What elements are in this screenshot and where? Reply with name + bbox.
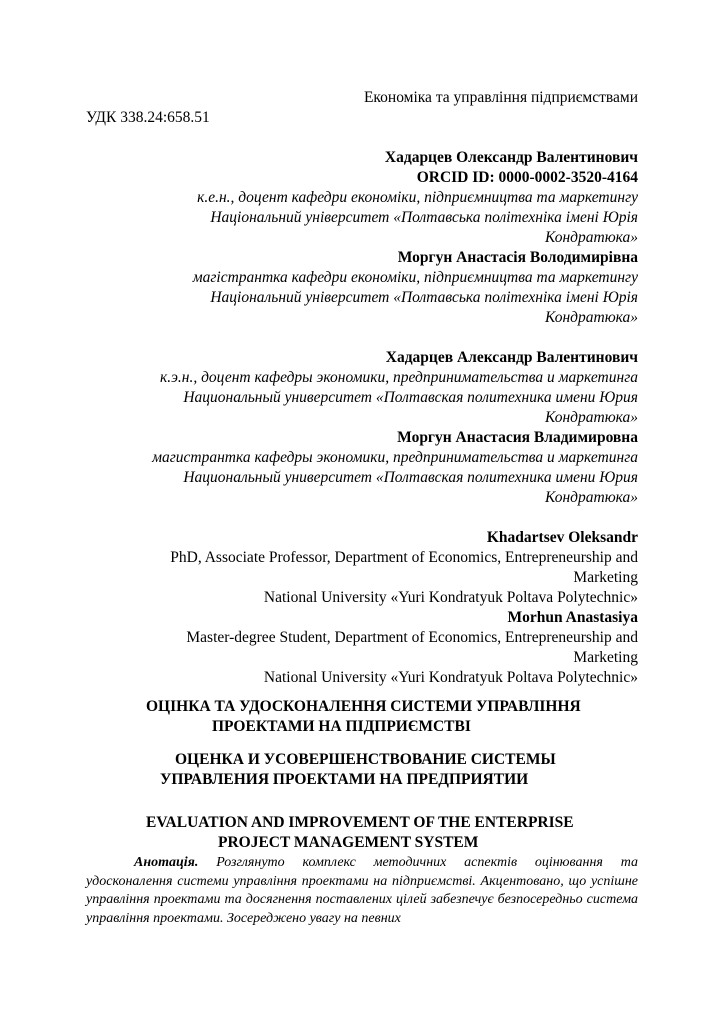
en-author1-affiliation: National University «Yuri Kondratyuk Poltava Polytechnic» (263, 589, 638, 606)
en-author2-name: Morhun Anastasiya (507, 609, 638, 626)
title-en-line2: PROJECT MANAGEMENT SYSTEM (218, 834, 479, 851)
ru-author1-affiliation: Национальный университет «Полтавская политехника имени Юрия (183, 389, 638, 406)
en-author2-position: Master-degree Student, Department of Economics, Entrepreneurship and (186, 629, 638, 646)
title-ua-line2: ПРОЕКТАМИ НА ПІДПРИЄМСТВІ (212, 718, 471, 735)
ua-author1-affiliation: Національний університет «Полтавська політехніка імені Юрія (210, 209, 638, 226)
journal-section-header: Економіка та управління підприємствами (363, 89, 638, 106)
abstract-text: Розглянуто комплекс методичних аспектів оцінювання та удосконалення системи управління проектами на підприємстві. Акцентовано, що успішне управління проектами та досягнення поставлених цілей забезпечує безпосередньо система управління проектами. Зосереджено увагу на певних (86, 855, 639, 926)
en-author1-name: Khadartsev Oleksandr (486, 529, 638, 546)
ua-author1-orcid: ORCID ID: 0000-0002-3520-4164 (416, 169, 638, 186)
title-ru-line2: УПРАВЛЕНИЯ ПРОЕКТАМИ НА ПРЕДПРИЯТИИ (160, 771, 529, 788)
ru-author1-position: к.э.н., доцент кафедры экономики, предпринимательства и маркетинга (159, 369, 638, 386)
en-author1-position: PhD, Associate Professor, Department of Economics, Entrepreneurship and (170, 549, 638, 566)
ru-author1-affiliation-cont: Кондратюка» (545, 409, 638, 426)
en-author1-position-cont: Marketing (573, 569, 638, 586)
ua-author1-affiliation-cont: Кондратюка» (545, 229, 638, 246)
ru-author2-affiliation-cont: Кондратюка» (545, 489, 638, 506)
en-author2-affiliation: National University «Yuri Kondratyuk Poltava Polytechnic» (263, 669, 638, 686)
ua-author2-affiliation-cont: Кондратюка» (545, 309, 638, 326)
ru-author2-name: Моргун Анастасия Владимировна (397, 429, 638, 446)
ru-author1-name: Хадарцев Александр Валентинович (385, 349, 638, 366)
ua-author1-name: Хадарцев Олександр Валентинович (384, 149, 638, 166)
ua-author2-name: Моргун Анастасія Володимирівна (397, 249, 638, 266)
udc-code: УДК 338.24:658.51 (86, 109, 210, 126)
abstract (86, 854, 638, 928)
title-ru-line1: ОЦЕНКА И УСОВЕРШЕНСТВОВАНИЕ СИСТЕМЫ (175, 751, 556, 768)
en-author2-position-cont: Marketing (573, 649, 638, 666)
ua-author2-position: магістрантка кафедри економіки, підприємництва та маркетингу (192, 269, 638, 286)
ua-author1-position: к.е.н., доцент кафедри економіки, підприємництва та маркетингу (197, 189, 638, 206)
title-en-line1: EVALUATION AND IMPROVEMENT OF THE ENTERPRISE (146, 814, 574, 831)
ru-author2-position: магистрантка кафедры экономики, предпринимательства и маркетинга (152, 449, 638, 466)
abstract-label: Анотація. (134, 855, 199, 870)
title-ua-line1: ОЦІНКА ТА УДОСКОНАЛЕННЯ СИСТЕМИ УПРАВЛІННЯ (146, 698, 581, 715)
ru-author2-affiliation: Национальный университет «Полтавская политехника имени Юрия (183, 469, 638, 486)
ua-author2-affiliation: Національний університет «Полтавська політехніка імені Юрія (210, 289, 638, 306)
